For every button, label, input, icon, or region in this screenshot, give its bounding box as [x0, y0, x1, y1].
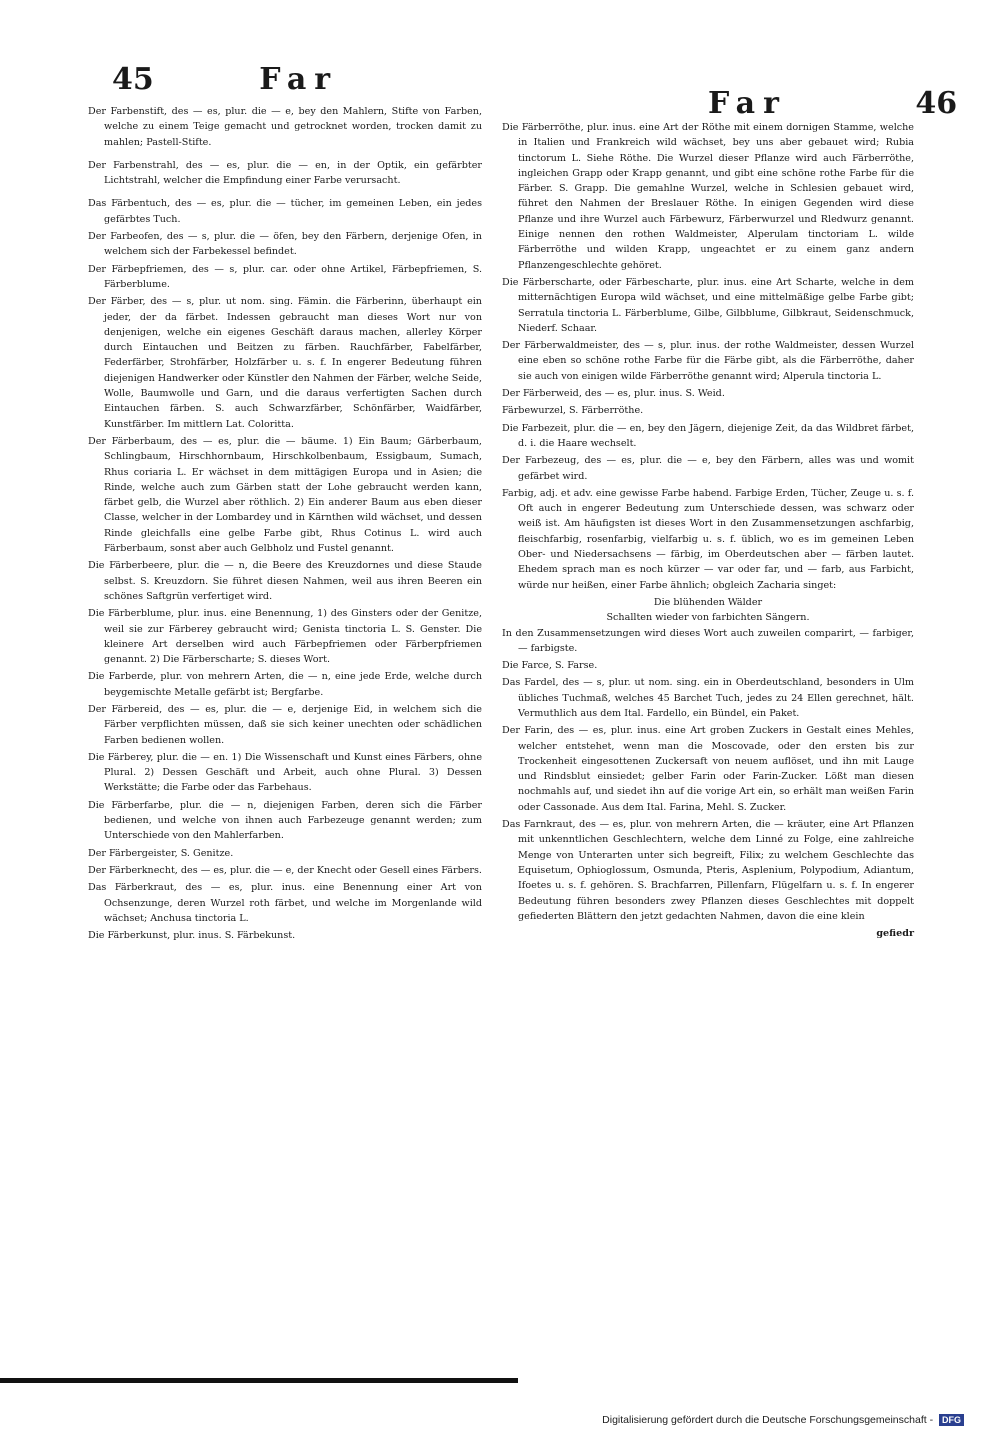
left-column [88, 104, 482, 945]
dictionary-entry: Die Farce, S. Farse. [502, 660, 598, 672]
dictionary-entry: Das Fardel, des — s, plur. ut nom. sing. ein in Oberdeutschland, besonders in Ulm übliches Tuchmaß, welches 45 Barchet Tuch, jedes zu 24 Ellen gerechnet, hält. Vermuthlich aus dem Ital. Fardello, ein Bündel, ein Paket. [502, 677, 914, 719]
dictionary-entry: Die Färberkunst, plur. inus. S. Färbekunst. [88, 930, 296, 942]
dictionary-entry: In den Zusammensetzungen wird dieses Wort auch zuweilen comparirt, — farbiger, — farbigste. [502, 627, 914, 654]
dictionary-entry: Der Farbenstrahl, des — es, plur. die — en, in der Optik, ein gefärbter Lichtstrahl, welcher die Empfindung einer Farbe verursacht. [88, 159, 482, 187]
running-head-left: Far [259, 62, 339, 97]
running-head-right: Far [708, 86, 787, 121]
poem-line: Die blühenden Wälder [653, 596, 763, 608]
digitization-credit [602, 1414, 964, 1426]
dictionary-entry: Die Färberfarbe, plur. die — n, diejenigen Farben, deren sich die Färber bedienen, und welche von ihnen auch Farbezeuge genannt werden; zum Unterschiede von den Mahlerfarben. [88, 799, 482, 842]
dictionary-entry: Das Färberkraut, des — es, plur. inus. eine Benennung einer Art von Ochsenzunge, deren Wurzel roth färbet, und welche im Morgenlande wild wächset; Anchusa tinctoria L. [88, 882, 482, 924]
dictionary-entry: Der Färbereid, des — es, plur. die — e, derjenige Eid, in welchem sich die Färber verpflichten müssen, daß sie sich keiner unechten oder schädlichen Farben bedienen wollen. [88, 703, 482, 746]
dictionary-entry: Der Färberknecht, des — es, plur. die — e, der Knecht oder Gesell eines Färbers. [88, 864, 482, 876]
dictionary-entry: Der Färberweid, des — es, plur. inus. S. Weid. [502, 388, 725, 400]
header-left [112, 62, 338, 97]
dictionary-entry: Die Färberröthe, plur. inus. eine Art der Röthe mit einem dornigen Stamme, welche in Italien und Frankreich wild wächset, bey uns aber gebauet wird; Rubia tinctorum L. Siehe Röthe. Die Wurzel dieser Pflanze wird auch Färberröthe, ingleichen Grapp oder Krapp genannt, und gibt eine schöne rothe Farbe für die Färber. S. Grapp. Die gemahlne Wurzel, welche in Schlesien gebauet wird, führet den Nahmen der Breslauer Röthe. In einigen Gegenden wird diese Pflanze und ihre Wurzel auch Färbewurz, Färberwurzel und Rledwurz genannt. Einige nennen den rothen Waldmeister, Alperulam tinctoriam L. wilde Färberröthe und wilden Krapp, ungeachtet er zu einem ganz andern Pflanzengeschlechte gehöret. [502, 122, 914, 271]
page-number-left: 45 [112, 62, 154, 97]
page-number-right: 46 [915, 86, 958, 121]
dictionary-entry: Der Farbenstift, des — es, plur. die — e, bey den Mahlern, Stifte von Farben, welche zu einem Teige gemacht und getrocknet worden, trocken damit zu mahlen; Pastell-Stifte. [88, 106, 482, 148]
right-column [502, 120, 914, 941]
credit-text: Digitalisierung gefördert durch die Deutsche Forschungsgemeinschaft - [602, 1414, 934, 1426]
header-right [708, 86, 957, 121]
dictionary-entry: Färbewurzel, S. Färberröthe. [502, 405, 644, 417]
dictionary-entry: Die Färberbeere, plur. die — n, die Beere des Kreuzdornes und diese Staude selbst. S. Kreuzdorn. Sie führet diesen Nahmen, weil aus ihren Beeren ein schönes Saftgrün verfertiget wird. [88, 560, 482, 602]
dictionary-entry: Die Farberde, plur. von mehrern Arten, die — n, eine jede Erde, welche durch beygemischte Metalle gefärbt ist; Bergfarbe. [88, 671, 482, 698]
dfg-logo: DFG [939, 1414, 964, 1426]
dictionary-entry: Der Farbeofen, des — s, plur. die — öfen, bey den Färbern, derjenige Ofen, in welchem sich der Farbekessel befindet. [88, 231, 482, 258]
catchword: gefiedr [876, 928, 914, 940]
dictionary-entry: Der Farbezeug, des — es, plur. die — e, bey den Färbern, alles was und womit gefärbet wird. [502, 455, 914, 482]
dictionary-entry: Die Farbezeit, plur. die — en, bey den Jägern, diejenige Zeit, da das Wildbret färbet, d. i. die Haare wechselt. [502, 422, 914, 449]
dictionary-entry: Die Färberey, plur. die — en. 1) Die Wissenschaft und Kunst eines Färbers, ohne Plural. 2) Dessen Geschäft und Arbeit, auch ohne Plural. 3) Dessen Werkstätte; die Farbe oder das Farbehaus. [88, 751, 482, 794]
dictionary-entry: Der Färberwaldmeister, des — s, plur. inus. der rothe Waldmeister, dessen Wurzel eine eben so schöne rothe Farbe für die Färbe gibt, als die Färberröthe, daher sie auch von einigen wilde Färberröthe genannt wird; Alperula tinctoria L. [502, 340, 914, 382]
dictionary-entry: Farbig, adj. et adv. eine gewisse Farbe habend. Farbige Erden, Tücher, Zeuge u. s. f. Oft auch in engerer Bedeutung zum Unterschiede dessen, was schwarz oder weiß ist. Am häufigsten ist dieses Wort in den Zusammensetzungen aschfarbig, fleischfarbig, rosenfarbig, vielfarbig u. s. f. üblich, wo es im gemeinen Leben Ober- und Niedersachsens — färbig, im Oberdeutschen aber — färben lautet. Ehedem sprach man es noch kürzer — var oder far, und — farb, aus Farbicht, würde nur heißen, einer Farbe ähnlich; obgleich Zacharia singet: [502, 487, 914, 591]
scan-edge-bar [0, 1378, 518, 1383]
dictionary-entry: Der Färbepfriemen, des — s, plur. car. oder ohne Artikel, Färbepfriemen, S. Färberblume. [88, 263, 482, 290]
dictionary-entry: Die Färberblume, plur. inus. eine Benennung, 1) des Ginsters oder der Genitze, weil sie zur Färberey gebraucht wird; Genista tinctoria L. S. Genster. Die kleinere Art derselben wird auch Färbepfriemen oder Färberpfriemen genannt. 2) Die Färberscharte; S. dieses Wort. [88, 608, 482, 666]
dictionary-entry: Der Färberbaum, des — es, plur. die — bäume. 1) Ein Baum; Gärberbaum, Schlingbaum, Hirschhornbaum, Hirschkolbenbaum, Essigbaum, Sumach, Rhus coriaria L. Er wächset in dem mittägigen Europa und in Asien; die Rinde, welche auch zum Gärben statt der Lohe gebraucht werden kann, färbet gelb, die Wurzel aber röthlich. 2) Ein anderer Baum aus eben dieser Classe, welcher in der Lombardey und in Kärnthen wild wächset, und dessen Rinde gleichfalls eine gelbe Farbe gibt, Rhus Cotinus L. wird auch Färberbaum, sonst aber auch Gelbholz und Fustel genannt. [88, 435, 482, 555]
poem-line: Schallten wieder von farbichten Sängern. [606, 612, 810, 624]
dictionary-entry: Die Färberscharte, oder Färbescharte, plur. inus. eine Art Scharte, welche in dem mitternächtigen Europa wild wächset, und eine mittelmäßige gelbe Farbe gibt; Serratula tinctoria L. Färberblume, Gilbe, Gilbblume, Gilbkraut, Seidenschmuck, Niederf. Schaar. [502, 276, 914, 334]
dictionary-entry: Das Farnkraut, des — es, plur. von mehrern Arten, die — kräuter, eine Art Pflanzen mit unkenntlichen Geschlechtern, welche dem Linné zu Folge, eine zahlreiche Menge von Unterarten unter sich begreift, Filix; zu welchem Geschlechte das Equisetum, Ophioglossum, Osmunda, Pteris, Asplenium, Polypodium, Adiantum, Ifoetes u. s. f. gehören. S. Brachfarren, Pillenfarn, Flügelfarn u. s. f. In engerer Bedeutung führen besonders zwey Pflanzen dieses Geschlechtes mit doppelt gefiederten Blättern den jetzt gedachten Nahmen, davon die eine klein [502, 819, 914, 922]
dictionary-entry: Das Färbentuch, des — es, plur. die — tücher, im gemeinen Leben, ein jedes gefärbtes Tuch. [88, 198, 482, 225]
dictionary-entry: Der Farin, des — es, plur. inus. eine Art groben Zuckers in Gestalt eines Mehles, welcher entstehet, wenn man die Moscovade, oder den ersten bis zur Trockenheit eingesottenen Zuckersaft von neuem auflöset, und ihn mit Lauge und Rindsblut einsiedet; gelber Farin oder Farin-Zucker. Lößt man diesen nochmahls auf, und siedet ihn auf die vorige Art ein, so erhält man weißen Farin oder Cassonade. Aus dem Ital. Farina, Mehl. S. Zucker. [502, 725, 914, 813]
dictionary-entry: Der Färber, des — s, plur. ut nom. sing. Fämin. die Färberinn, überhaupt ein jeder, der da färbet. Indessen gebraucht man dieses Wort nur von denjenigen, welche ein eigenes Geschäft daraus machen, allerley Körper durch Eintauchen und Beitzen zu färben. Rauchfärber, Fabelfärber, Federfärber, Strohfärber, Holzfärber u. s. f. In engerer Bedeutung führen diejenigen Handwerker oder Künstler den Nahmen der Färber, welche Seide, Wolle, Baumwolle und Garn, und die daraus verfertigten Sachen durch Eintauchen färben. S. auch Schwarzfärber, Schönfärber, Waidfärber, Kunstfärber. Im mittlern Lat. Coloritta. [88, 296, 482, 430]
dictionary-entry: Der Färbergeister, S. Genitze. [88, 847, 234, 859]
